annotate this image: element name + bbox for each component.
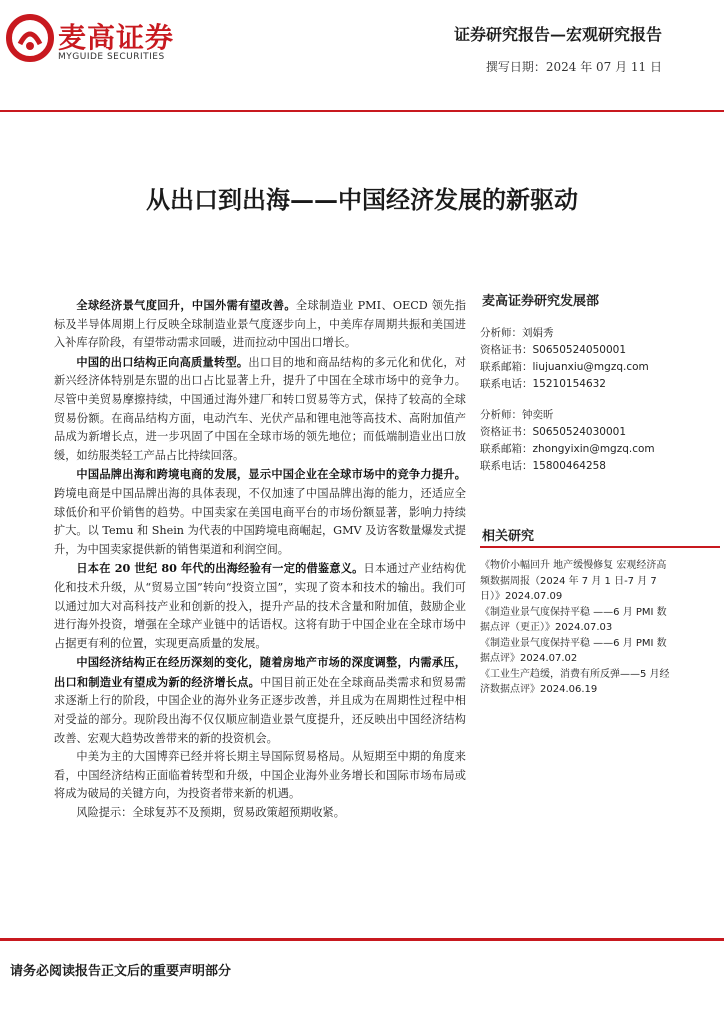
report-body: [54, 296, 466, 823]
paragraph-text: 中美为主的大国博弈已经并将长期主导国际贸易格局。从短期至中期的角度来看，中国经济结构正面临着转型和升级，中国企业海外业务增长和国际市场布局或将成为破局的关键方向，为投资者带来新的机遇。: [54, 750, 466, 801]
related-research-title: 相关研究: [482, 529, 535, 544]
analyst-name: 分析师：刘娟秀: [480, 327, 554, 339]
related-research-item[interactable]: 《制造业景气度保持平稳 ——6 月 PMI 数据点评（更正）》2024.07.03: [480, 606, 667, 633]
paragraph-text: 全球制造业 PMI、OECD 领先指标及半导体周期上行反映全球制造业景气度逐步向上，中美库存周期共振和美国进入补库存阶段，有望带动需求回暖，进而拉动中国出口增长。: [54, 299, 466, 350]
related-research-item[interactable]: 《物价小幅回升 地产缓慢修复 宏观经济高频数据周报（2024 年 7 月 1 日-7 月 7 日）》2024.07.09: [480, 560, 667, 602]
risk-note: 风险提示：全球复苏不及预期，贸易政策超预期收紧。: [76, 806, 345, 820]
paragraph-text: 出口目的地和商品结构的多元化和优化，对新兴经济体特别是东盟的出口占比显著上升，提升了中国在全球市场中的竞争力。尽管中美贸易摩擦持续，中国通过海外建厂和转口贸易等方式，保持了较高的全球贸易份额。在商品结构方面，电动汽车、光伏产品和锂电池等高技术、高附加值产品成为新增长点，进一步巩固了中国在全球市场的领先地位；而低端制造业出口放缓，如纺服类轻工产品占比持续回落。: [54, 355, 466, 462]
myguide-logo-icon: [6, 14, 54, 62]
paragraph: [54, 653, 466, 748]
paragraph: [54, 748, 466, 804]
paragraph-lead: 中国的出口结构正向高质量转型。: [76, 354, 249, 369]
paragraph-lead: 中国品牌出海和跨境电商的发展，显示中国企业在全球市场中的竞争力提升。: [76, 467, 466, 482]
analyst-phone: 联系电话：15210154632: [480, 378, 606, 390]
disclaimer-note: 请务必阅读报告正文后的重要声明部分: [10, 964, 232, 979]
report-type: 证券研究报告—宏观研究报告: [453, 25, 662, 44]
analyst-phone: 联系电话：15800464258: [480, 460, 606, 472]
related-divider: [480, 546, 720, 548]
paragraph-text: 跨境电商是中国品牌出海的具体表现，不仅加速了中国品牌出海的能力，还适应全球低价和平价销售的趋势。中国卖家在美国电商平台的市场份额显著，影响力持续扩大。以 Temu 和 Shein 为代表的中国跨境电商崛起，GMV 及访客数量爆发式提升，为中国卖家提供新的销售渠道和利润空间。: [54, 486, 466, 556]
logo-text-en: MYGUIDE SECURITIES: [58, 52, 165, 62]
page-title: 从出口到出海——中国经济发展的新驱动: [146, 185, 578, 214]
paragraph-text: 中国目前正处在全球商品类需求和贸易需求逐渐上行的阶段，中国企业的海外业务正逐步改善，并且成为在周期性过程中相对受益的部分。现阶段出海不仅仅顺应制造业景气度提升，还反映出中国经济结构改善、宏观大趋势改善带来的新的投资机会。: [54, 675, 466, 745]
paragraph-text: 日本通过产业结构优化和技术升级，从“贸易立国”转向“投资立国”，实现了资本和技术的输出。我们可以通过加大对高科技产业和创新的投入，提升产品的技术含量和附加值，鼓励企业进行海外投资，增强在全球产业链中的话语权。这将有助于中国企业在全球市场中占据更有利的位置，实现更高质量的发展。: [54, 562, 466, 650]
paragraph: [54, 559, 466, 653]
analyst-email[interactable]: 联系邮箱：zhongyixin@mgzq.com: [480, 443, 655, 455]
paragraph: [54, 296, 466, 353]
related-research-item[interactable]: 《制造业景气度保持平稳 ——6 月 PMI 数据点评》2024.07.02: [480, 637, 667, 664]
paragraph-lead: 中国经济结构正在经历深刻的变化，随着房地产市场的深度调整，内需承压，出口和制造业有望成为新的经济增长点。: [54, 655, 466, 689]
analyst-cert: 资格证书：S0650524050001: [480, 344, 627, 356]
paragraph: [54, 465, 466, 559]
paragraph-lead: 全球经济景气度回升，中国外需有望改善。: [76, 298, 296, 312]
analyst-name: 分析师：钟奕昕: [480, 409, 554, 421]
paragraph: [54, 353, 466, 466]
sidebar: [480, 290, 670, 698]
logo-text-cn: 麦高证券: [58, 21, 175, 54]
department-name: 麦高证券研究发展部: [482, 294, 600, 309]
related-research-item[interactable]: 《工业生产趋缓，消费有所反弹——5 月经济数据点评》2024.06.19: [480, 668, 670, 695]
analyst-email[interactable]: 联系邮箱：liujuanxiu@mgzq.com: [480, 361, 649, 373]
analyst-card: [480, 407, 670, 475]
analyst-card: [480, 325, 670, 393]
analyst-cert: 资格证书：S0650524030001: [480, 426, 627, 438]
header-divider: [0, 110, 724, 112]
write-date: 撰写日期：2024 年 07 月 11 日: [485, 60, 662, 74]
company-logo: [6, 14, 206, 74]
footer-divider: [0, 938, 724, 941]
paragraph-lead: 日本在 20 世纪 80 年代的出海经验有一定的借鉴意义。: [76, 561, 364, 576]
